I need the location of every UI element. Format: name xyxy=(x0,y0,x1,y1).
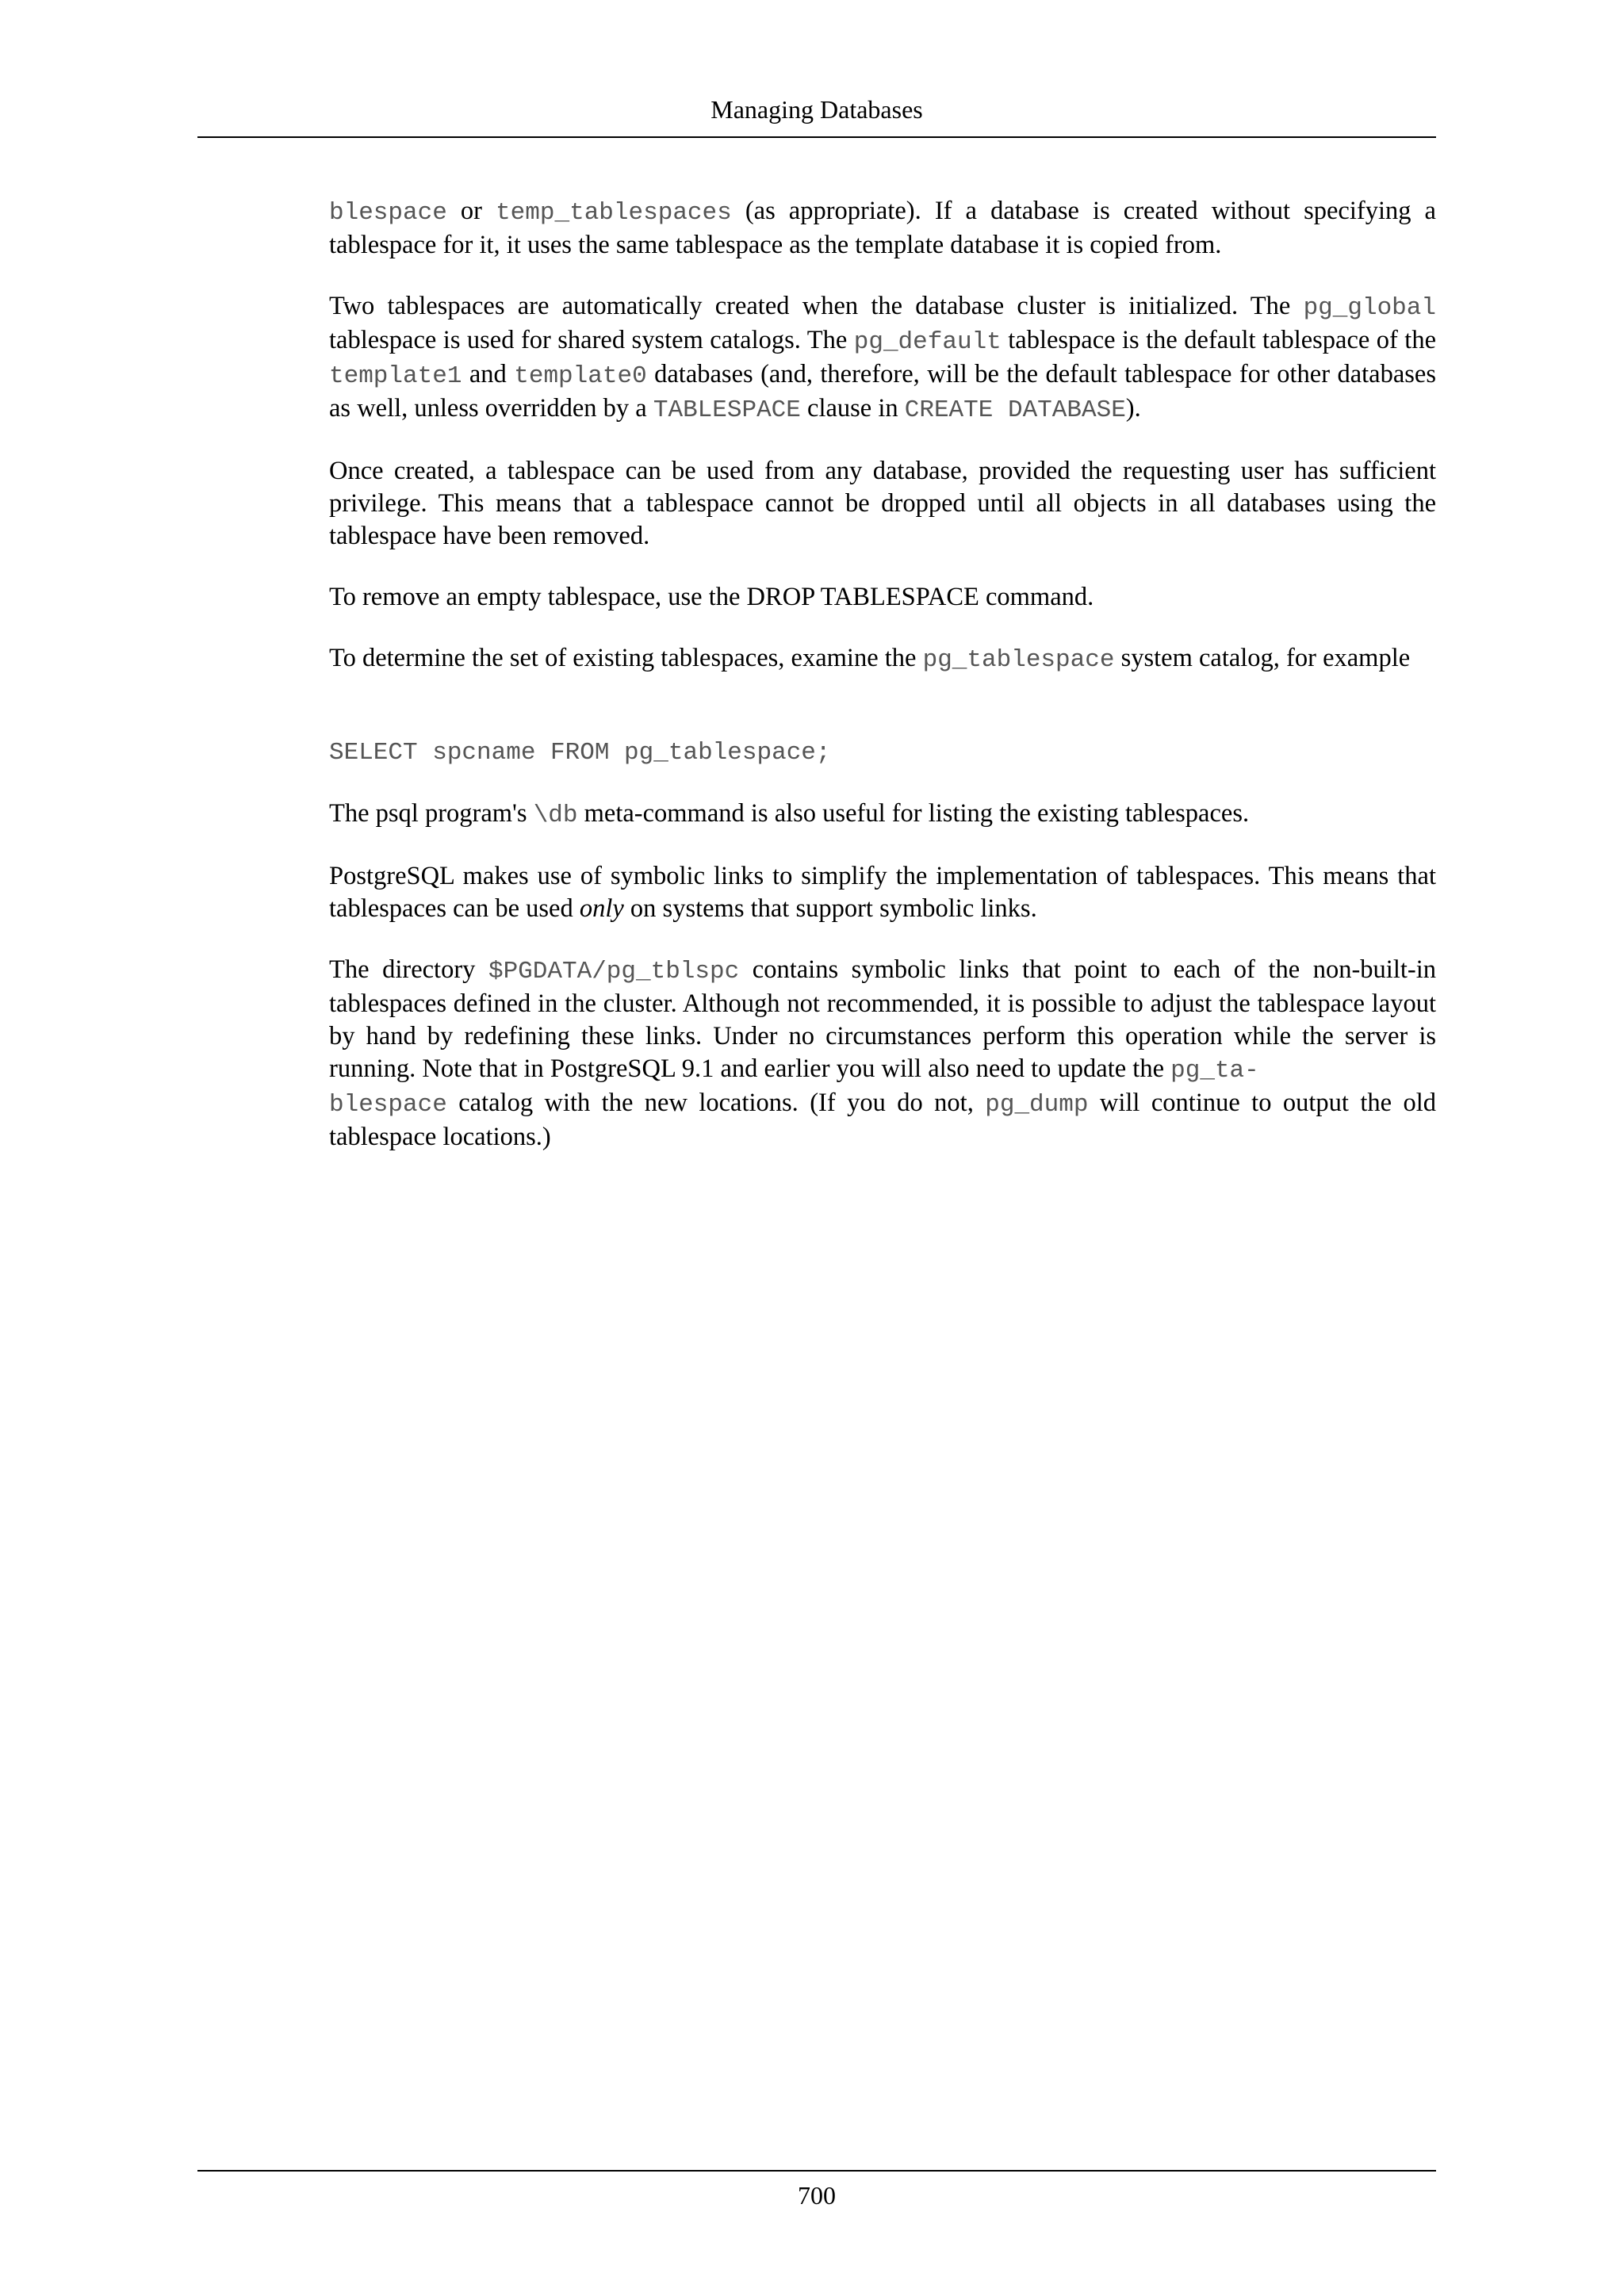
paragraph-pg-tblspc: The directory $PGDATA/pg_tblspc contains symbolic links that point to each of the non-built-in tablespaces defined in the cluster. Although not recommended, it is possible to adjust the tablespace layout by hand by redefining these links. Under no circumstances perform this operation while the server is running. Note that in PostgreSQL 9.1 and earlier you will also need to update the pg_ta- blespace catalog with the new locations. (If you do not, pg_dump will continue to output the old tablespace locations.) xyxy=(329,955,1436,1151)
inline-code: blespace xyxy=(329,199,447,227)
emphasis: only xyxy=(579,894,624,923)
inline-code: template1 xyxy=(329,362,462,390)
footer-divider xyxy=(197,2170,1436,2172)
inline-code: blespace xyxy=(329,1091,447,1119)
inline-code: TABLESPACE xyxy=(653,396,801,424)
inline-code: template0 xyxy=(514,362,647,390)
paragraph-default-tablespaces: Two tablespaces are automatically created when the database cluster is initialized. The pg_global tablespace is used for shared system catalogs. The pg_default tablespace is the default tablespace of the template1 and template0 databases (and, therefore, will be the default tablespace for other databases as well, unless overridden by a TABLESPACE clause in CREATE DATABASE). xyxy=(329,292,1437,424)
inline-code: pg_global xyxy=(1303,294,1436,322)
inline-code: pg_tablespace xyxy=(922,646,1115,674)
inline-code: pg_ta- xyxy=(1170,1057,1259,1085)
header-divider xyxy=(197,136,1436,138)
paragraph-symbolic-links: PostgreSQL makes use of symbolic links to simplify the implementation of tablespaces. This means that tablespaces can be used only on systems that support symbolic links. xyxy=(329,862,1436,923)
paragraph-existing-tablespaces: To determine the set of existing tablespaces, examine the pg_tablespace system catalog, for example xyxy=(329,644,1411,674)
paragraph-drop-tablespace: To remove an empty tablespace, use the DROP TABLESPACE command. xyxy=(329,583,1094,611)
code-listing: SELECT spcname FROM pg_tablespace; xyxy=(329,739,831,767)
inline-code: temp_tablespaces xyxy=(496,199,732,227)
page-number: 700 xyxy=(798,2181,836,2210)
page-header: Managing Databases xyxy=(710,95,923,124)
inline-code: \db xyxy=(533,802,578,829)
inline-code: pg_dump xyxy=(985,1091,1089,1119)
paragraph-psql-db: The psql program's \db meta-command is also useful for listing the existing tablespaces. xyxy=(329,799,1250,829)
inline-code: $PGDATA/pg_tblspc xyxy=(488,958,740,985)
paragraph-tablespace-usage: Once created, a tablespace can be used from any database, provided the requesting user has sufficient privilege. This means that a tablespace cannot be dropped until all objects in all databases using the tablespace have been removed. xyxy=(329,457,1436,550)
inline-code: pg_default xyxy=(853,328,1002,356)
inline-code: CREATE DATABASE xyxy=(904,396,1126,424)
paragraph-template-tablespace: blespace or temp_tablespaces (as appropriate). If a database is created without specifying a tablespace for it, it uses the same tablespace as the template database it is copied from. xyxy=(329,197,1436,259)
page-content xyxy=(329,195,1436,1154)
